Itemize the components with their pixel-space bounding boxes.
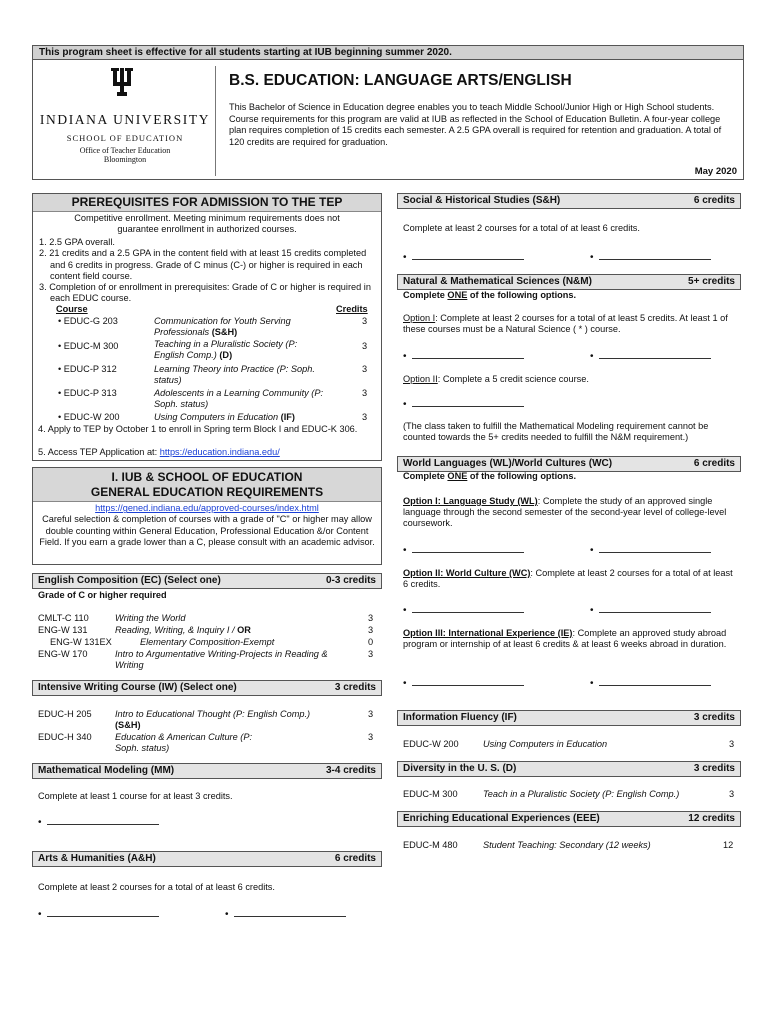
d-course-code: EDUC-M 300 — [403, 789, 458, 799]
eee-header — [397, 811, 741, 827]
ah-note: Complete at least 2 courses for a total of at least 6 credits. — [38, 882, 275, 892]
d-course-credits: 3 — [729, 789, 735, 799]
if-course-title: Using Computers in Education — [483, 739, 608, 749]
ec-course-credits: 0 — [368, 637, 374, 647]
if-course-code: EDUC-W 200 — [403, 739, 459, 749]
ah-header — [32, 851, 382, 867]
if-label: Information Fluency (IF) — [403, 712, 517, 723]
nm-note: (The class taken to fulfill the Mathematical Modeling requirement cannot be counted towards the 5+ credits needed to fulfill the N&M requirement.) — [403, 421, 709, 443]
ec-course-title: Writing the World — [115, 613, 186, 623]
prereq-item-4: 4. Apply to TEP by October 1 to enroll in Spring term Block I and EDUC-K 306. — [38, 424, 358, 434]
intro-text: This Bachelor of Science in Education degree enables you to teach Middle School/Junior High or High School students. Course requirements for this program are valid at IUB as reflected in the School of Education Bulletin. A four-year college plan requires completion of 15 credits each semester. A 2.5 GPA overall is required for retention and graduation. A total of 120 credits are required for graduation. — [229, 102, 722, 147]
eee-course-credits: 12 — [723, 840, 734, 850]
prereq-course-credits: 3 — [362, 388, 368, 398]
prereq-course-code: • EDUC-P 312 — [58, 364, 117, 374]
prereq-course-credits: 3 — [362, 341, 368, 351]
mm-label: Mathematical Modeling (MM) — [38, 765, 175, 776]
iw-course-credits: 3 — [368, 732, 374, 742]
effective-notice: This program sheet is effective for all students starting at IUB beginning summer 2020. — [32, 45, 744, 60]
eee-course-title: Student Teaching: Secondary (12 weeks) — [483, 840, 651, 850]
ec-label: English Composition (EC) (Select one) — [38, 575, 221, 586]
mm-credits: 3-4 credits — [325, 765, 376, 776]
ec-course-title: Intro to Argumentative Writing-Projects in Reading & Writing — [115, 649, 328, 671]
school-name: SCHOOL OF EDUCATION — [66, 133, 184, 143]
gened-note: Careful selection & completion of courses with a grade of "C" or higher may allow double counting within General Education, Professional Education &/or Content Field. If you earn a grade lower than a C, please consult with an academic advisor. — [39, 514, 375, 547]
office-line-1: Office of Teacher Education — [79, 146, 171, 155]
sh-credits: 6 credits — [693, 195, 735, 206]
sh-entry-blank-1[interactable]: • — [403, 251, 524, 264]
mm-entry-blank[interactable]: • — [38, 816, 159, 829]
ec-course-credits: 3 — [368, 613, 374, 623]
nm-instruction: Complete ONE of the following options. — [403, 290, 577, 300]
iw-course-title: Intro to Educational Thought (P: English Comp.) (S&H) — [115, 709, 311, 731]
wl-credits: 6 credits — [693, 458, 735, 469]
wl-option-2: Option II: World Culture (WC): Complete at least 2 courses for a total of at least 6 credits. — [403, 568, 733, 590]
prereq-course-title: Learning Theory into Practice (P: Soph. status) — [154, 364, 315, 386]
office-name — [39, 146, 211, 164]
mm-note: Complete at least 1 course for at least 3 credits. — [38, 791, 233, 801]
nm-option-2: Option II: Complete a 5 credit science course. — [403, 374, 589, 384]
prereq-item-3: 3. Completion of or enrollment in prerequisites: Grade of C or higher is required in each EDUC course. — [39, 281, 371, 304]
eee-label: Enriching Educational Experiences (EEE) — [403, 813, 600, 824]
tep-application-link[interactable]: https://education.indiana.edu/ — [159, 447, 280, 457]
prereq-course-code: • EDUC-P 313 — [58, 388, 117, 398]
prereq-item-1: 1. 2.5 GPA overall. — [39, 237, 115, 248]
nm-header — [397, 274, 741, 290]
wl-entry-blank-6[interactable]: • — [590, 677, 711, 690]
wl-entry-blank-1[interactable]: • — [403, 544, 524, 557]
prereq-course-title: Adolescents in a Learning Community (P: Soph. status) — [154, 388, 324, 410]
prereq-item-5: 5. Access TEP Application at: https://education.indiana.edu/ — [38, 447, 280, 457]
sh-entry-blank-2[interactable]: • — [590, 251, 711, 264]
iw-course-title: Education & American Culture (P: Soph. status) — [115, 732, 253, 754]
sheet-date: May 2020 — [694, 166, 737, 177]
prereq-title: PREREQUISITES FOR ADMISSION TO THE TEP — [33, 194, 381, 212]
iw-label: Intensive Writing Course (IW) (Select one) — [38, 682, 237, 693]
sh-label: Social & Historical Studies (S&H) — [403, 195, 561, 206]
iu-trident-icon — [111, 68, 133, 96]
iw-course-credits: 3 — [368, 709, 374, 719]
prereq-course-code: • EDUC-G 203 — [58, 316, 118, 326]
ah-entry-blank-2[interactable]: • — [225, 908, 346, 921]
ec-course-code: ENG-W 170 — [38, 649, 88, 659]
wl-option-1: Option I: Language Study (WL): Complete the study of an approved single language through the second semester of the second-year level of college-level coursework. — [403, 496, 727, 529]
if-header — [397, 710, 741, 726]
university-name: INDIANA UNIVERSITY — [39, 112, 211, 127]
page-title: B.S. EDUCATION: LANGUAGE ARTS/ENGLISH — [229, 72, 572, 89]
gened-title-1: I. IUB & SCHOOL OF EDUCATION — [111, 470, 303, 484]
d-label: Diversity in the U. S. (D) — [403, 763, 517, 774]
prereq-course-title: Teaching in a Pluralistic Society (P: English Comp.) (D) — [154, 339, 298, 361]
nm-entry-blank-2[interactable]: • — [590, 350, 711, 363]
prereq-course-title: Communication for Youth Serving Professionals (S&H) — [154, 316, 291, 338]
ah-label: Arts & Humanities (A&H) — [38, 853, 156, 864]
wl-option-3: Option III: International Experience (IE): Complete an approved study abroad program or internship of at least 6 credits & at least 6 weeks abroad in duration. — [403, 628, 727, 650]
sh-note: Complete at least 2 courses for a total of at least 6 credits. — [403, 223, 640, 233]
ec-header — [32, 573, 382, 589]
d-course-title: Teach in a Pluralistic Society (P: English Comp.) — [483, 789, 680, 799]
eee-course-code: EDUC-M 480 — [403, 840, 458, 850]
mm-header — [32, 763, 382, 779]
prereq-course-title: Using Computers in Education (IF) — [154, 412, 295, 422]
prereq-course-code: • EDUC-M 300 — [58, 341, 119, 351]
gened-panel — [32, 467, 382, 565]
iw-header — [32, 680, 382, 696]
ah-credits: 6 credits — [334, 853, 376, 864]
prereq-course-code: • EDUC-W 200 — [58, 412, 120, 422]
wl-label: World Languages (WL)/World Cultures (WC) — [403, 458, 613, 469]
ec-course-credits: 3 — [368, 649, 374, 659]
eee-credits: 12 credits — [688, 813, 735, 824]
ah-entry-blank-1[interactable]: • — [38, 908, 159, 921]
ec-course-credits: 3 — [368, 625, 374, 635]
gened-courses-link[interactable]: https://gened.indiana.edu/approved-courses/index.html — [95, 503, 319, 514]
wl-entry-blank-3[interactable]: • — [403, 604, 524, 617]
prereq-course-credits: 3 — [362, 316, 368, 326]
ec-note: Grade of C or higher required — [38, 590, 167, 600]
prereq-col-course: Course — [56, 304, 88, 314]
wl-header — [397, 456, 741, 472]
prereq-item-2: 2. 21 credits and a 2.5 GPA in the content field with at least 15 credits completed and 6 credits in progress. Grade of C minus (C-) or higher is required in each content field course. — [39, 248, 367, 281]
if-credits: 3 credits — [693, 712, 735, 723]
ec-course-code: ENG-W 131EX — [50, 637, 112, 647]
d-header — [397, 761, 741, 777]
wl-entry-blank-5[interactable]: • — [403, 677, 524, 690]
wl-entry-blank-2[interactable]: • — [590, 544, 711, 557]
prereq-course-credits: 3 — [362, 412, 368, 422]
prereq-col-credits: Credits — [336, 304, 368, 314]
iw-credits: 3 credits — [334, 682, 376, 693]
gened-title-2: GENERAL EDUCATION REQUIREMENTS — [90, 484, 324, 499]
wl-instruction: Complete ONE of the following options. — [403, 471, 577, 481]
ec-course-title: Elementary Composition-Exempt — [140, 637, 275, 647]
iw-course-code: EDUC-H 205 — [38, 709, 92, 719]
nm-credits: 5+ credits — [688, 276, 735, 287]
ec-course-title: Reading, Writing, & Inquiry I / OR — [115, 625, 251, 635]
if-course-credits: 3 — [729, 739, 735, 749]
header-divider — [215, 66, 216, 176]
prereq-subtitle: Competitive enrollment. Meeting minimum requirements does not guarantee enrollment in authorized courses. — [74, 212, 340, 234]
page-header — [32, 60, 744, 180]
iw-course-code: EDUC-H 340 — [38, 732, 92, 742]
prereq-course-credits: 3 — [362, 364, 368, 374]
nm-entry-blank-1[interactable]: • — [403, 350, 524, 363]
ec-course-code: ENG-W 131 — [38, 625, 88, 635]
ec-course-code: CMLT-C 110 — [38, 613, 89, 623]
d-credits: 3 credits — [693, 763, 735, 774]
nm-label: Natural & Mathematical Sciences (N&M) — [403, 276, 592, 287]
ec-credits: 0-3 credits — [325, 575, 376, 586]
sh-header — [397, 193, 741, 209]
office-line-2: Bloomington — [103, 155, 147, 165]
nm-option-1: Option I: Complete at least 2 courses for a total of at least 5 credits. At least 1 of these courses must be a Natural Science ( * ) course. — [403, 313, 728, 335]
wl-entry-blank-4[interactable]: • — [590, 604, 711, 617]
nm-entry-blank-3[interactable]: • — [403, 398, 524, 411]
